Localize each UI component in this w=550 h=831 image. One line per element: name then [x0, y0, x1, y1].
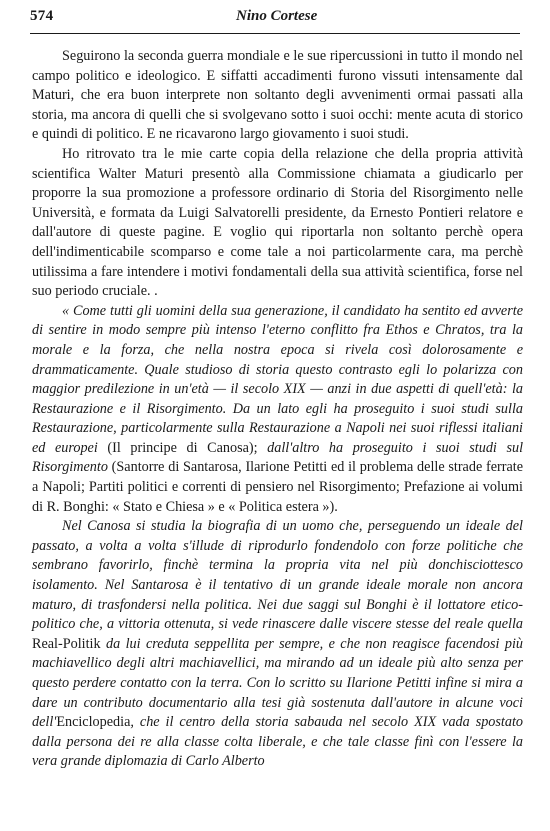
- quote-text-italic-1: « Come tutti gli uomini della sua generazione, il candidato ha sentito ed avverte di sentire in modo sempre più intenso l'eterno conflitto fra Ethos e Chratos, tra la morale e la forza, che nella nostra epoca si rivela così dolorosamente e drammaticamente. Quale studioso di storia questo contrasto egli lo polarizza con maggior predilezione in un'età — il secolo XIX — anzi in due aspetti di quell'età: la Restaurazione e il Risorgimento. Da un lato egli ha proseguito i suoi studi sulla Restaurazione, particolarmente sulla Restaurazione a Napoli nei suoi riflessi italiani ed europei: [32, 302, 523, 456]
- quote4-text-roman-2: Enciclopedia: [56, 714, 131, 731]
- quote-text-roman-2: (Santorre di Santarosa, Ilarione Petitti ed il problema delle strade ferrate a Napoli; Partiti politici e correnti di pensiero nel Risorgimento; Prefazione ai volumi di R. Bonghi: « Stato e Chiesa » e « Politica estera »).: [32, 459, 523, 515]
- running-head: Nino Cortese: [236, 8, 318, 24]
- page-header: [30, 8, 520, 30]
- page-number: 574: [30, 8, 54, 24]
- paragraph-3-quote: [32, 302, 523, 518]
- paragraph-1: Seguirono la seconda guerra mondiale e le sue ripercussioni in tutto il mondo nel campo politico e ideologico. E siffatti accadimenti furono vissuti intensamente dal Maturi, che era buon interprete non soltanto degli avvenimenti ormai passati alla storia, ma ancora di quelli che si svolgevano sotto i suoi occhi: mente acuta di storico e quindi di politico. E ne ricavarono largo giovamento i suoi studi.: [32, 48, 523, 143]
- page-body: [32, 47, 523, 772]
- quote-text-italic-2: dall'altro ha proseguito i suoi studi sul Risorgimento: [32, 439, 524, 476]
- quote4-text-italic-2: da lui creduta seppellita per sempre, e che non reagisce facendosi più machiavellico degli altri machiavellici, ma mirando ad un ideale più alto senza per questo perdere contatto con la terra. Con lo scritto su Ilarione Petitti infine si mira a dare un contributo documentario alla tesi già sostenuta dall'autore in alcune voci dell': [32, 635, 523, 731]
- paragraph-4-quote: [32, 517, 523, 772]
- paragraph-2: Ho ritrovato tra le mie carte copia della relazione che della propria attività scientifica Walter Maturi presentò alla Commissione chiamata a giudicarlo per proporre la sua promozione a professore ordinario di Storia del Risorgimento nelle Università, e formata da Luigi Salvatorelli presidente, da Ernesto Pontieri relatore e dall'autore di queste pagine. E voglio qui riportarla non soltanto perchè opera dell'indimenticabile scomparso e come tale a noi particolarmente cara, ma perchè utilissima a fare intendere i motivi fondamentali della sua attività scientifica, forse nel suo periodo cruciale. .: [32, 145, 523, 300]
- quote4-text-italic-1: Nel Canosa si studia la biografia di un uomo che, perseguendo un ideale del passato, a volta a volta s'illude di riprodurlo fondendolo con forze politiche che sembrano favorirlo, finchè termina la propria vita nel più donchisciottesco isolamento. Nel Santarosa è il tentativo di un grande ideale morale non ancora maturo, di trasfondersi nella politica. Nei due saggi sul Bonghi è il lottatore etico-politico che, a vittoria ottenuta, si vede rinascere dalle viscere stesse del reale quella: [32, 518, 523, 633]
- quote4-text-roman-1: Real-Politik: [32, 635, 106, 652]
- quote4-text-italic-3: , che il centro della storia sabauda nel secolo XIX vada spostato dalla persona dei re alla classe colta liberale, e che tale classe finì con l'essere la vera grande diplomazia di Carlo Alberto: [32, 714, 523, 770]
- quote-text-roman-1: (Il principe di Canosa);: [97, 439, 268, 456]
- header-rule: [30, 33, 520, 34]
